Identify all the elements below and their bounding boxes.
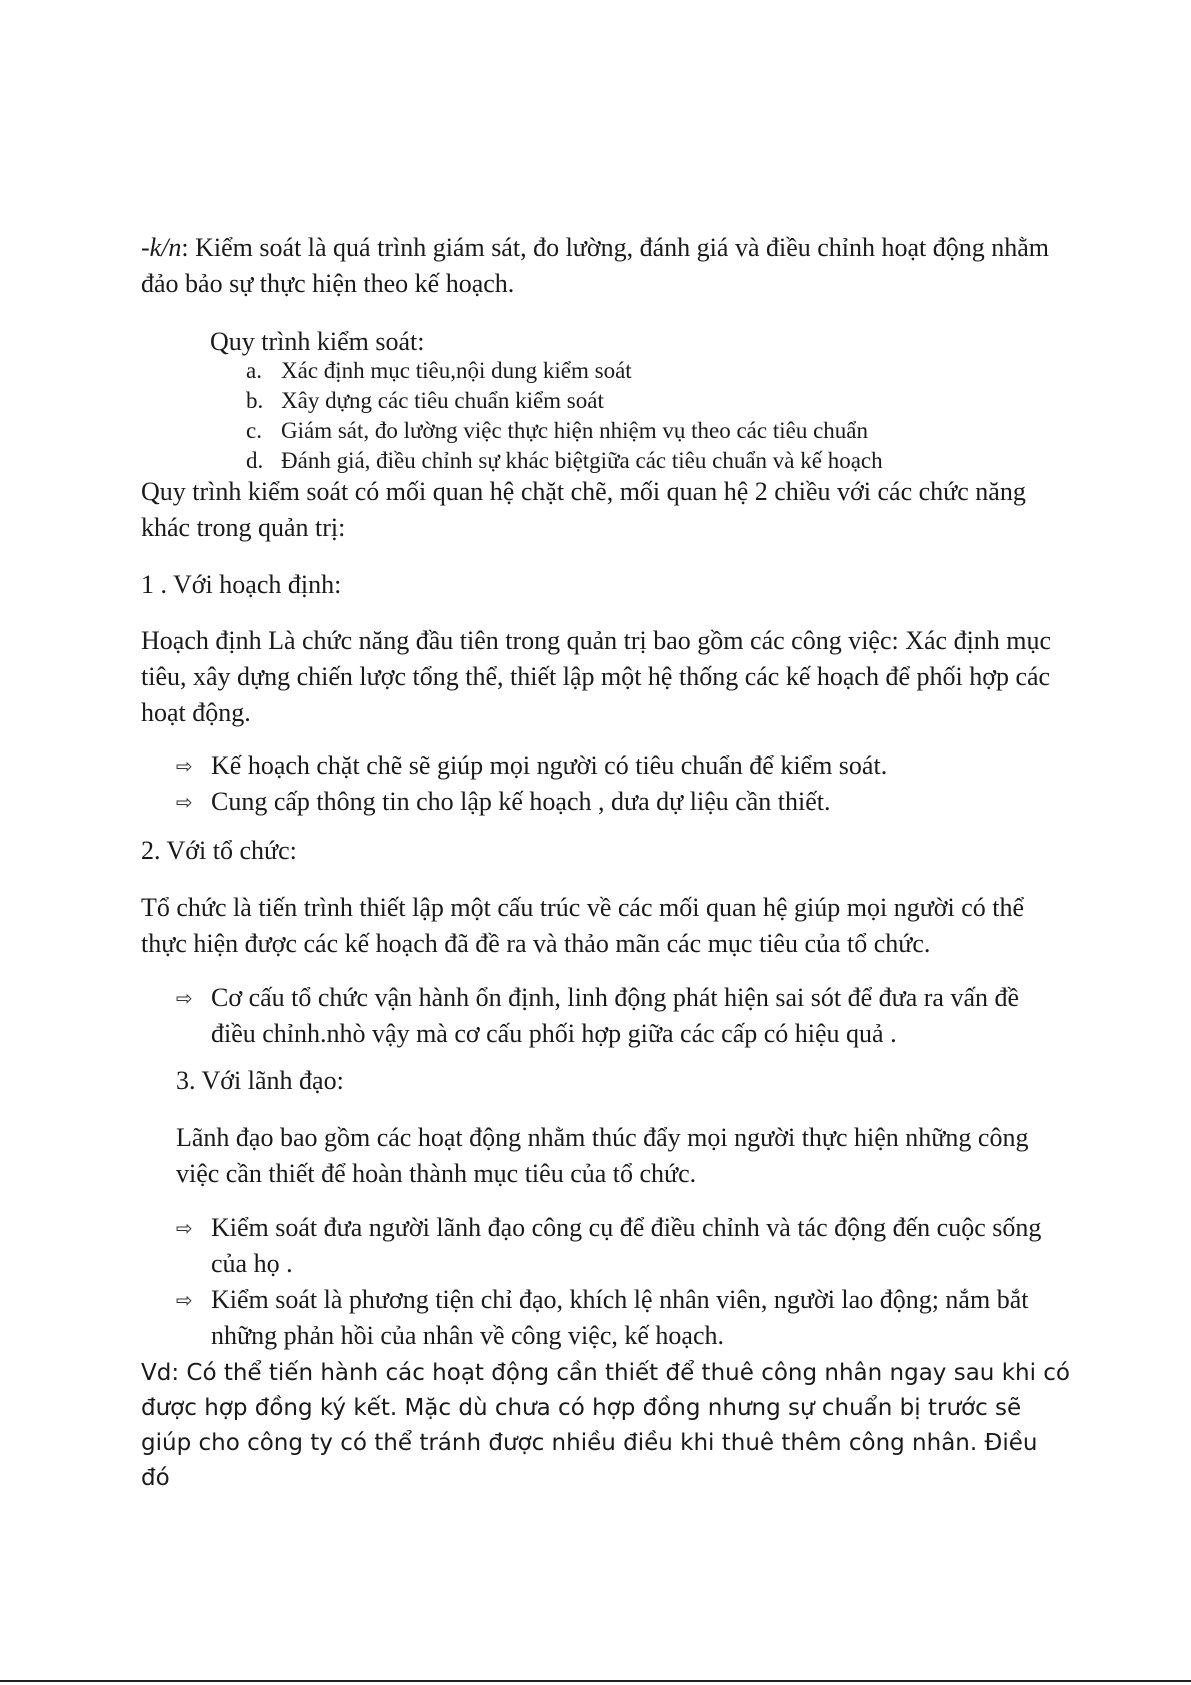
list-item [246,356,883,386]
organizing-heading: 2. Với tổ chức: [141,836,297,865]
step-marker: b. [246,388,264,413]
step-marker: d. [246,448,264,473]
planning-heading: 1 . Với hoạch định: [141,570,342,599]
list-item [176,784,1056,820]
bullet-text: Kế hoạch chặt chẽ sẽ giúp mọi người có tiêu chuẩn để kiểm soát. [211,751,888,780]
list-item [176,1210,1056,1282]
page-divider [0,1680,1191,1682]
bullet-text: Kiểm soát đưa người lãnh đạo công cụ để điều chỉnh và tác động đến cuộc sống của họ . [211,1213,1042,1278]
step-text: Xác định mục tiêu,nội dung kiểm soát [281,358,632,383]
step-text: Đánh giá, điều chỉnh sự khác biệtgiữa các tiêu chuẩn và kế hoạch [281,448,883,473]
arrow-right-outline-icon: ⇨ [176,1216,193,1240]
definition-abbr: -k/n [141,233,182,262]
arrow-right-outline-icon: ⇨ [176,1288,193,1312]
definition-paragraph [141,230,1071,302]
list-item [176,1282,1056,1354]
list-item [176,748,1056,784]
leading-paragraph: Lãnh đạo bao gồm các hoạt động nhằm thúc đẩy mọi người thực hiện những công việc cần thiết để hoàn thành mục tiêu của tổ chức. [176,1123,1029,1188]
step-text: Giám sát, đo lường việc thực hiện nhiệm vụ theo các tiêu chuẩn [281,418,869,443]
step-marker: c. [246,418,262,443]
planning-bullets [176,748,1056,820]
process-title: Quy trình kiểm soát: [210,327,425,356]
list-item [246,446,883,476]
bullet-text: Cung cấp thông tin cho lập kế hoạch , dưa dự liệu cần thiết. [211,787,831,816]
process-steps-list [246,356,883,476]
arrow-right-outline-icon: ⇨ [176,790,193,814]
list-item [176,980,1056,1052]
leading-heading: 3. Với lãnh đạo: [176,1066,344,1095]
leading-bullets [176,1210,1056,1354]
example-paragraph: Vd: Có thể tiến hành các hoạt động cần thiết để thuê công nhân ngay sau khi có được hợp đồng ký kết. Mặc dù chưa có hợp đồng nhưng sự chuẩn bị trước sẽ giúp cho công ty có thể tránh được nhiều điều khi thuê thêm công nhân. Điều đó [141,1360,1071,1491]
planning-paragraph: Hoạch định Là chức năng đầu tiên trong quản trị bao gồm các công việc: Xác định mục tiêu, xây dựng chiến lược tổng thể, thiết lập một hệ thống các kế hoạch để phối hợp các hoạt động. [141,626,1052,727]
organizing-paragraph: Tổ chức là tiến trình thiết lập một cấu trúc về các mối quan hệ giúp mọi người có thể thực hiện được các kế hoạch đã đề ra và thảo mãn các mục tiêu của tổ chức. [141,893,1025,958]
step-text: Xây dựng các tiêu chuẩn kiểm soát [281,388,604,413]
arrow-right-outline-icon: ⇨ [176,986,193,1010]
bullet-text: Kiểm soát là phương tiện chỉ đạo, khích lệ nhân viên, người lao động; nắm bắt những phản hồi của nhân về công việc, kế hoạch. [211,1285,1029,1350]
relation-paragraph: Quy trình kiểm soát có mối quan hệ chặt chẽ, mối quan hệ 2 chiều với các chức năng khác trong quản trị: [141,477,1026,542]
list-item [246,386,883,416]
list-item [246,416,883,446]
definition-text: : Kiểm soát là quá trình giám sát, đo lường, đánh giá và điều chỉnh hoạt động nhằm đảo bảo sự thực hiện theo kế hoạch. [141,233,1050,298]
bullet-text: Cơ cấu tổ chức vận hành ổn định, linh động phát hiện sai sót để đưa ra vấn đề điều chỉnh.nhò vậy mà cơ cấu phối hợp giữa các cấp có hiệu quả . [211,983,1020,1048]
organizing-bullets [176,980,1056,1052]
arrow-right-outline-icon: ⇨ [176,754,193,778]
step-marker: a. [246,358,262,383]
